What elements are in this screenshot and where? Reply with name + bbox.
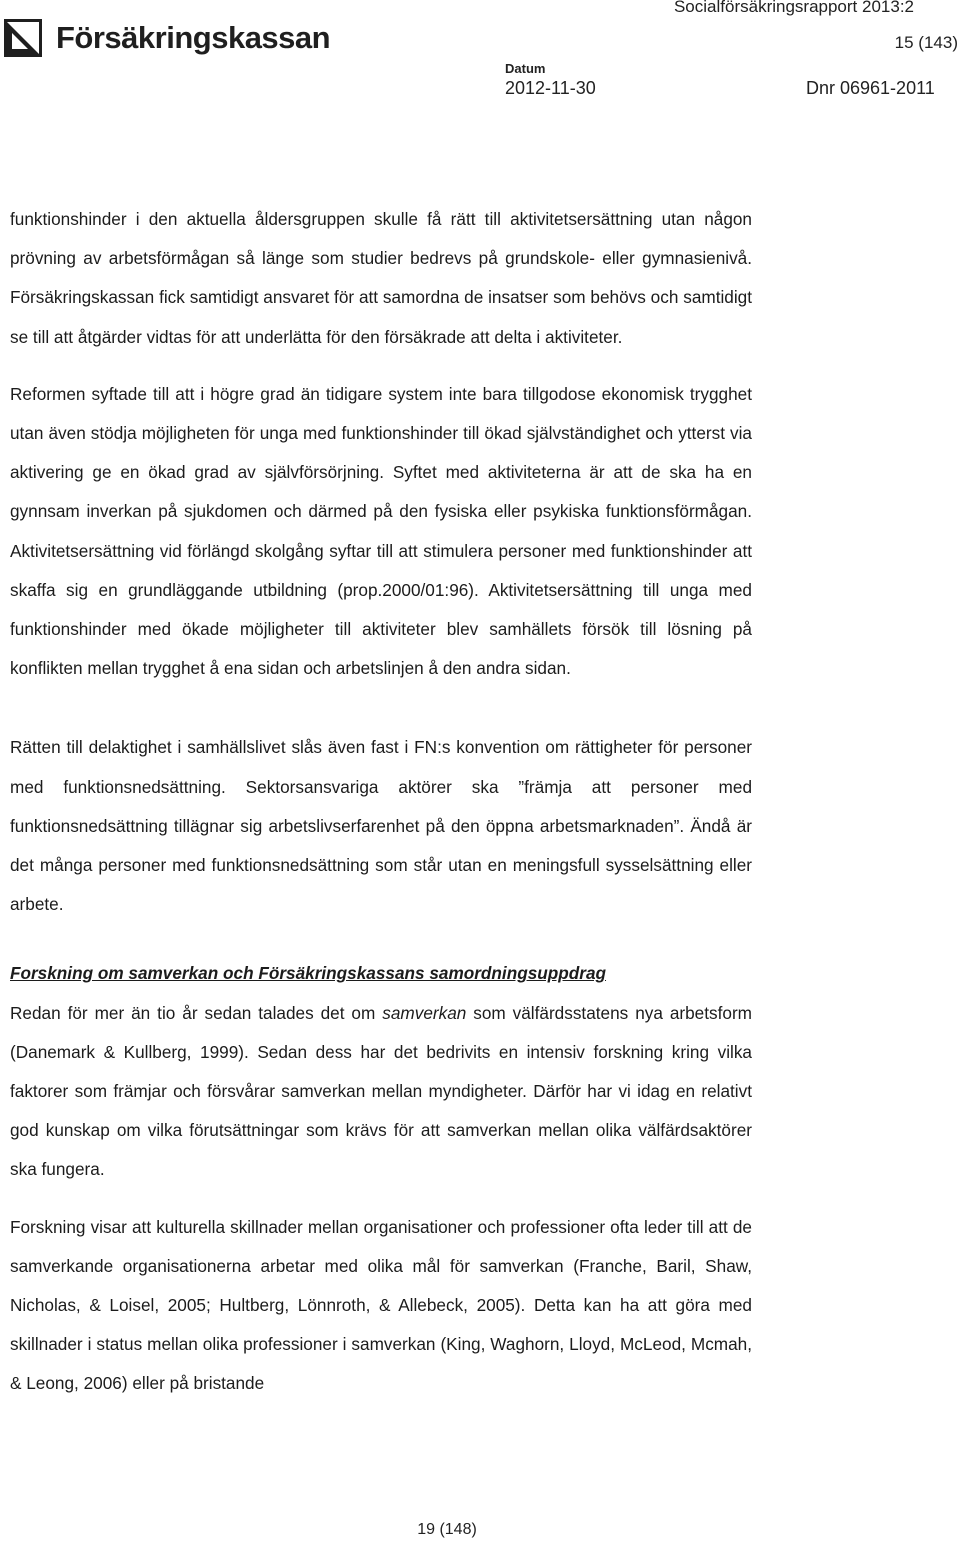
date-label: Datum	[505, 61, 546, 76]
dnr-number: Dnr 06961-2011	[806, 78, 935, 98]
paragraph-3: Rätten till delaktighet i samhällslivet slås även fast i FN:s konvention om rättigheter för personer med funktionsnedsättning. Sektorsansvariga aktörer ska ”främja att personer med funktionsnedsättning tillägnar sig arbetslivserfarenhet på den öppna arbetsmarknaden”. Ändå är det många personer med funktionsnedsättning som står utan en meningsfull sysselsättning eller arbete.	[10, 737, 752, 915]
footer-page-number: 19 (148)	[417, 1521, 477, 1538]
forsakringskassan-logo-icon	[4, 19, 42, 57]
paragraph-5: Forskning visar att kulturella skillnader mellan organisationer och professioner ofta leder till att de samverkande organisationerna arbetar med olika mål för samverkan (Franche, Baril, Shaw, Nicholas, & Loisel, 2005; Hultberg, Lönnroth, & Allebeck, 2005). Detta kan ha att göra med skillnader i status mellan olika professioner i samverkan (King, Waghorn, Lloyd, McLeod, Mcmah, & Leong, 2006) eller på bristande	[10, 1216, 752, 1394]
paragraph-4	[10, 994, 752, 1190]
paragraph-4-end: som välfärdsstatens nya arbetsform (Danemark & Kullberg, 1999). Sedan dess har det bedrivits en intensiv forskning kring vilka faktorer som främjar och försvårar samverkan mellan myndigheter. Därför har vi idag en relativt god kunskap om vilka förutsättningar som krävs för att samverkan mellan olika välfärdsaktörer ska fungera.	[10, 1002, 752, 1180]
page-count: 15 (143)	[894, 33, 958, 52]
section-heading: Forskning om samverkan och Försäkringskassans samordningsuppdrag	[10, 963, 607, 984]
paragraph-4-emphasis: samverkan	[382, 1002, 467, 1023]
report-title: Socialförsäkringsrapport 2013:2	[673, 0, 914, 16]
paragraph-4-start: Redan för mer än tio år sedan talades det om	[10, 1002, 383, 1023]
logo-text: Försäkringskassan	[56, 20, 331, 55]
date-value: 2012-11-30	[505, 78, 596, 98]
header-logo	[4, 14, 330, 62]
paragraph-1: funktionshinder i den aktuella åldersgruppen skulle få rätt till aktivitetsersättning utan någon prövning av arbetsförmågan så länge som studier bedrevs på grundskole- eller gymnasienivå. Försäkringskassan fick samtidigt ansvaret för att samordna de insatser som behövs och samtidigt se till att åtgärder vidtas för att underlätta för den försäkrade att delta i aktiviteter.	[10, 209, 752, 347]
footer	[0, 1521, 960, 1539]
paragraph-2: Reformen syftade till att i högre grad än tidigare system inte bara tillgodose ekonomisk trygghet utan även stödja möjligheten för unga med funktionshinder till ökad självständighet och ytterst via aktivering ge en ökad grad av självförsörjning. Syftet med aktiviteterna är att de ska ha en gynnsam inverkan på sjukdomen och därmed på den fysiska eller psykiska funktionsförmågan. Aktivitetsersättning vid förlängd skolgång syftar till att stimulera personer med funktionshinder att skaffa sig en grundläggande utbildning (prop.2000/01:96). Aktivitetsersättning till unga med funktionshinder med ökade möjligheter till aktiviteter blev samhällets försök till lösning på konflikten mellan trygghet å ena sidan och arbetslinjen å den andra sidan.	[10, 383, 752, 679]
document-body	[10, 200, 752, 1404]
